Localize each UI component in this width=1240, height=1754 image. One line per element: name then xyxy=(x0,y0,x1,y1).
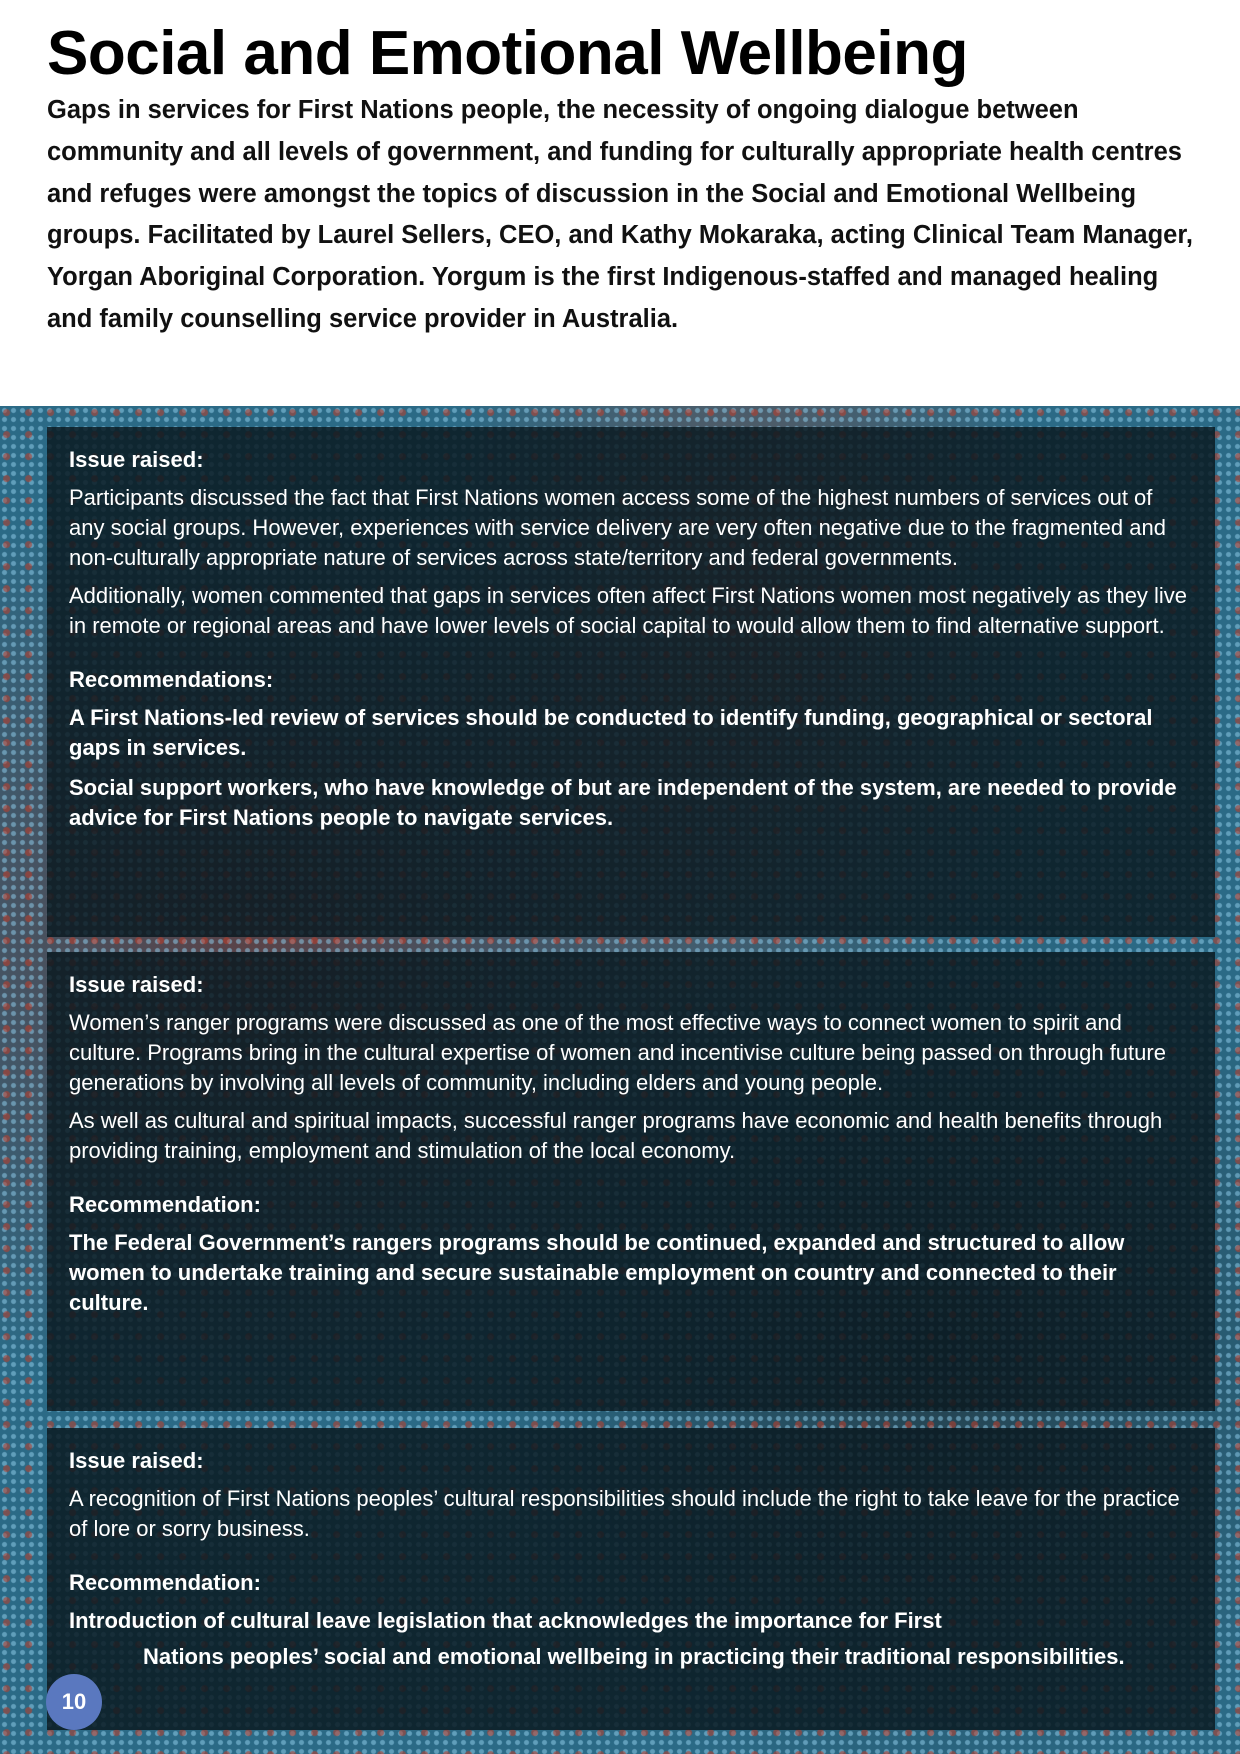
issue-panel-2 xyxy=(47,952,1215,1411)
issue-paragraph: Participants discussed the fact that First Nations women access some of the highest numbers of services out of any social groups. However, experiences with service delivery are very often negative due to the fragmented and non-culturally appropriate nature of services across state/territory and federal governments. xyxy=(69,485,1166,570)
page-number-badge: 10 xyxy=(46,1674,102,1730)
page-title: Social and Emotional Wellbeing xyxy=(47,19,968,88)
issue-panel-1 xyxy=(47,427,1215,937)
recommendation: Social support workers, who have knowledge of but are independent of the system, are needed to provide advice for First Nations people to navigate services. xyxy=(69,775,1177,830)
intro-paragraph: Gaps in services for First Nations people, the necessity of ongoing dialogue between community and all levels of government, and funding for culturally appropriate health centres and refuges were amongst the topics of discussion in the Social and Emotional Wellbeing groups. Facilitated by Laurel Sellers, CEO, and Kathy Mokaraka, acting Clinical Team Manager, Yorgan Aboriginal Corporation. Yorgum is the first Indigenous-staffed and managed healing and family counselling service provider in Australia. xyxy=(47,96,1193,333)
recommendation: Nations peoples’ social and emotional wellbeing in practicing their traditional responsibilities. xyxy=(143,1644,1125,1669)
issue-panel-3 xyxy=(47,1428,1215,1730)
issue-label: Issue raised: xyxy=(69,447,204,472)
recommendation: Introduction of cultural leave legislation that acknowledges the importance for First xyxy=(69,1608,942,1633)
issue-paragraph: As well as cultural and spiritual impacts, successful ranger programs have economic and health benefits through providing training, employment and stimulation of the local economy. xyxy=(69,1108,1163,1163)
issue-label: Issue raised: xyxy=(69,972,204,997)
recommendation: The Federal Government’s rangers programs should be continued, expanded and structured to allow women to undertake training and secure sustainable employment on country and connected to their culture. xyxy=(69,1230,1125,1315)
issue-paragraph: Women’s ranger programs were discussed as one of the most effective ways to connect women to spirit and culture. Programs bring in the cultural expertise of women and incentivise culture being passed on through future generations by involving all levels of community, including elders and young people. xyxy=(69,1010,1166,1095)
recommendation-label: Recommendations: xyxy=(69,667,274,692)
issue-paragraph: Additionally, women commented that gaps in services often affect First Nations women most negatively as they live in remote or regional areas and have lower levels of social capital to would allow them to find alternative support. xyxy=(69,583,1188,638)
recommendation: A First Nations-led review of services should be conducted to identify funding, geographical or sectoral gaps in services. xyxy=(69,705,1153,760)
issue-label: Issue raised: xyxy=(69,1448,204,1473)
issue-paragraph: A recognition of First Nations peoples’ cultural responsibilities should include the right to take leave for the practice of lore or sorry business. xyxy=(69,1486,1180,1541)
page-header xyxy=(0,0,1240,406)
recommendation-label: Recommendation: xyxy=(69,1570,261,1595)
recommendation-label: Recommendation: xyxy=(69,1192,261,1217)
